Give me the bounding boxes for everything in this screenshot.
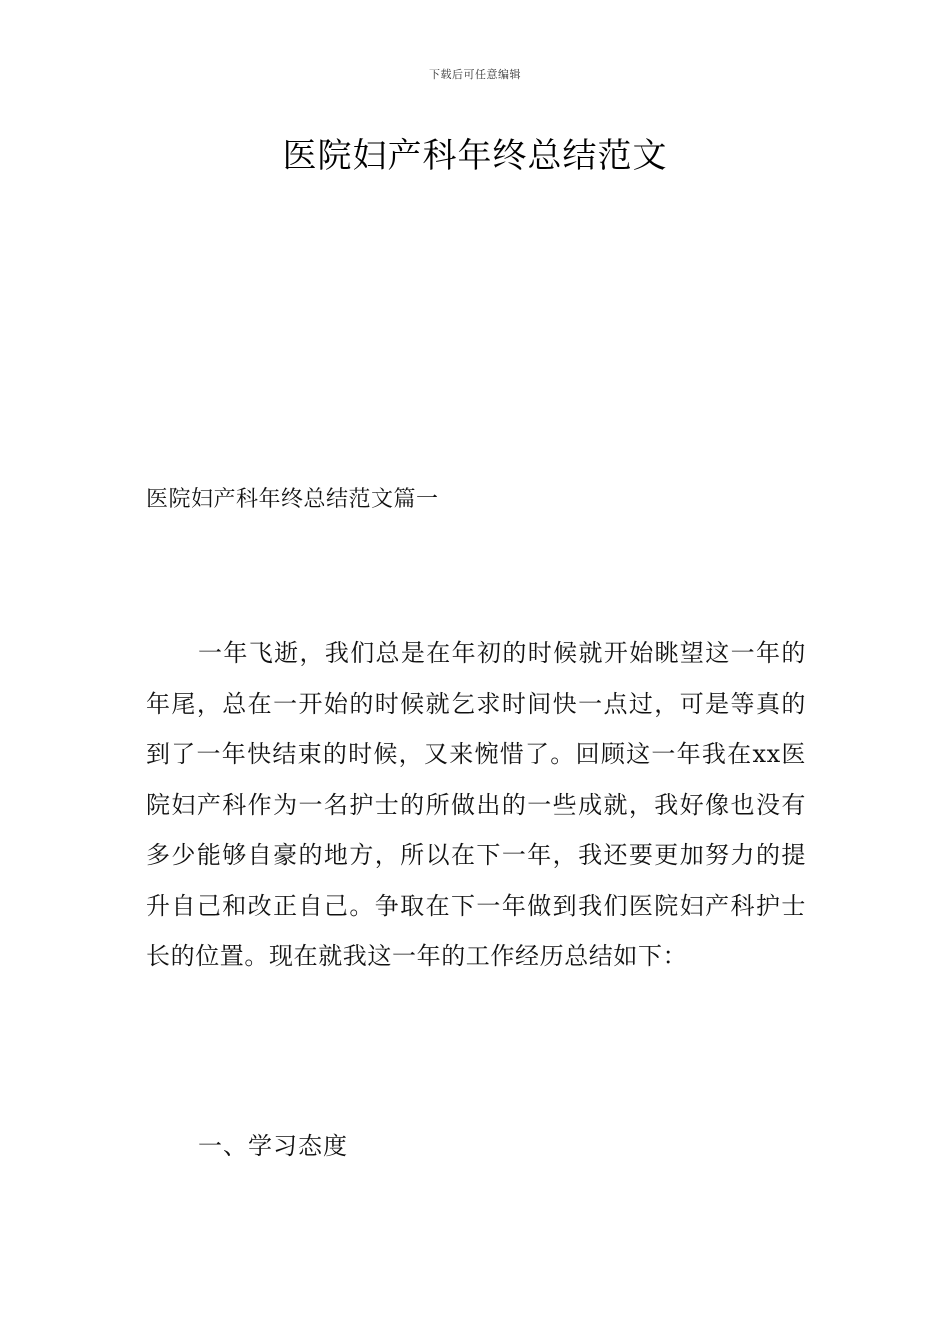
body-paragraph: 一年飞逝，我们总是在年初的时候就开始眺望这一年的年尾，总在一开始的时候就乞求时间快一点过，可是等真的到了一年快结束的时候，又来惋惜了。回顾这一年我在xx医院妇产科作为一名护士的所做出的一些成就，我好像也没有多少能够自豪的地方，所以在下一年，我还要更加努力的提升自己和改正自己。争取在下一年做到我们医院妇产科护士长的位置。现在就我这一年的工作经历总结如下： (146, 639, 806, 970)
subheading-study-attitude: 一、学习态度 (198, 1132, 348, 1160)
header-note: 下载后可任意编辑 (429, 68, 521, 81)
section-title: 医院妇产科年终总结范文篇一 (146, 487, 439, 512)
document-title: 医院妇产科年终总结范文 (282, 136, 668, 176)
